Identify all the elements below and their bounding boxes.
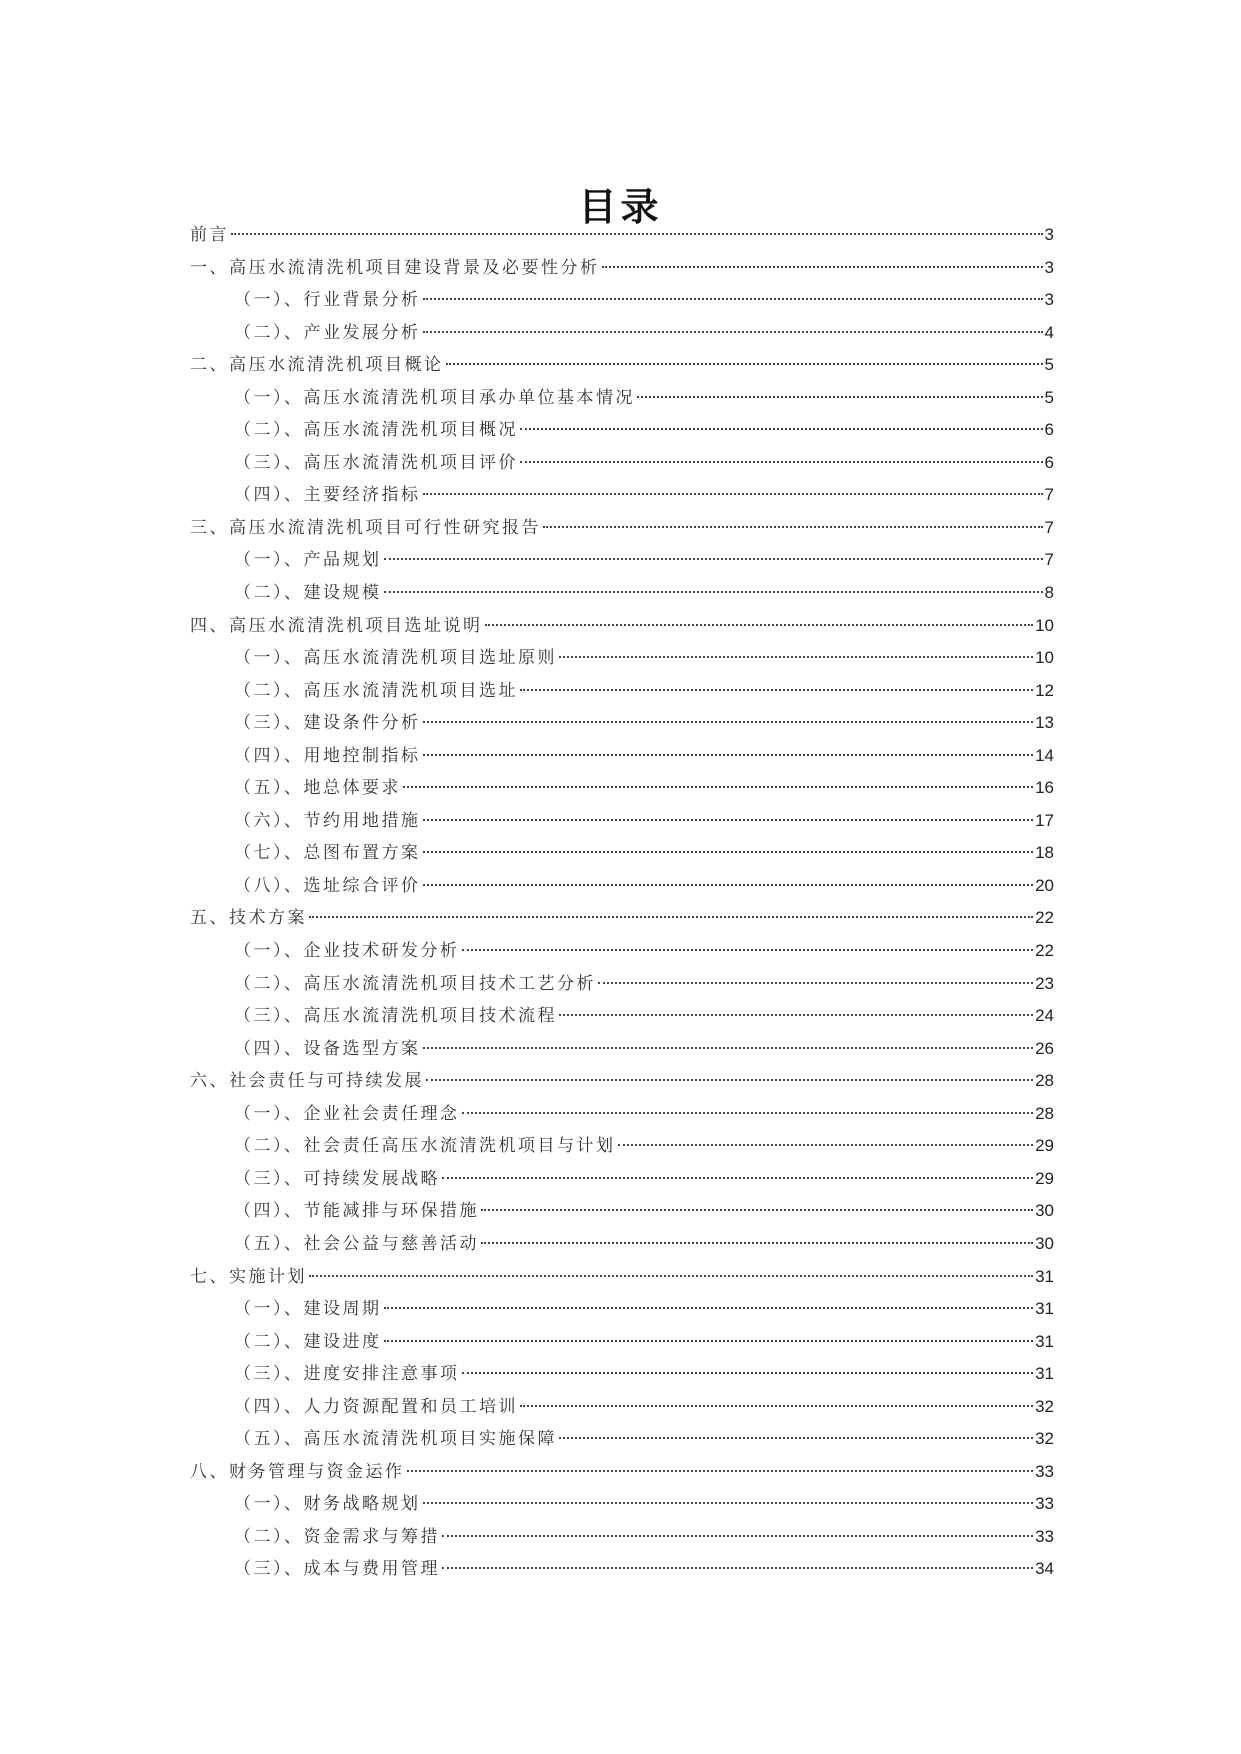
toc-section-entry[interactable] [190, 447, 1054, 480]
toc-dot-leader [309, 916, 1033, 918]
toc-page-number: 3 [1044, 257, 1054, 277]
toc-section-entry[interactable] [190, 1358, 1054, 1391]
toc-page-number: 31 [1035, 1266, 1054, 1286]
toc-chapter-entry[interactable] [190, 349, 1054, 382]
toc-entry-label: 二、高压水流清洗机项目概论 [190, 355, 444, 376]
toc-section-entry[interactable] [190, 1423, 1054, 1456]
toc-page-number: 33 [1035, 1494, 1054, 1514]
toc-entry-label: （二）、产业发展分析 [234, 322, 421, 343]
toc-dot-leader [442, 1177, 1033, 1179]
toc-dot-leader [423, 298, 1043, 300]
toc-entry-label: （一）、建设周期 [234, 1299, 382, 1320]
toc-entry-label: （一）、企业社会责任理念 [234, 1103, 460, 1124]
toc-dot-leader [423, 1502, 1034, 1504]
toc-chapter-entry[interactable] [190, 1456, 1054, 1489]
toc-page-number: 24 [1035, 1006, 1054, 1026]
toc-page-number: 31 [1035, 1364, 1054, 1384]
toc-dot-leader [602, 266, 1043, 268]
toc-section-entry[interactable] [190, 870, 1054, 903]
toc-dot-leader [618, 1144, 1034, 1146]
toc-section-entry[interactable] [190, 479, 1054, 512]
toc-entry-label: （一）、产品规划 [234, 550, 382, 571]
toc-section-entry[interactable] [190, 837, 1054, 870]
toc-dot-leader [407, 1470, 1034, 1472]
toc-page-number: 10 [1035, 615, 1054, 635]
toc-page-number: 14 [1035, 745, 1054, 765]
toc-dot-leader [462, 949, 1034, 951]
toc-section-entry[interactable] [190, 544, 1054, 577]
toc-dot-leader [485, 624, 1034, 626]
toc-entry-label: （三）、高压水流清洗机项目技术流程 [234, 1006, 557, 1027]
toc-section-entry[interactable] [190, 740, 1054, 773]
toc-dot-leader [384, 591, 1043, 593]
toc-section-entry[interactable] [190, 707, 1054, 740]
toc-section-entry[interactable] [190, 1163, 1054, 1196]
toc-dot-leader [442, 1567, 1033, 1569]
toc-page-number: 26 [1035, 1038, 1054, 1058]
toc-entry-label: （一）、高压水流清洗机项目选址原则 [234, 648, 557, 669]
toc-page-number: 5 [1044, 355, 1054, 375]
toc-dot-leader [520, 428, 1043, 430]
toc-page-number: 28 [1035, 1103, 1054, 1123]
toc-section-entry[interactable] [190, 284, 1054, 317]
toc-dot-leader [384, 558, 1043, 560]
toc-page-number: 32 [1035, 1429, 1054, 1449]
toc-page-number: 28 [1035, 1071, 1054, 1091]
toc-entry-label: （六）、节约用地措施 [234, 810, 421, 831]
toc-page-number: 30 [1035, 1201, 1054, 1221]
toc-entry-label: （五）、地总体要求 [234, 778, 401, 799]
toc-chapter-entry[interactable] [190, 252, 1054, 285]
toc-dot-leader [559, 1437, 1033, 1439]
toc-page-number: 29 [1035, 1168, 1054, 1188]
toc-page-number: 3 [1044, 290, 1054, 310]
toc-dot-leader [309, 1275, 1033, 1277]
toc-dot-leader [481, 1209, 1033, 1211]
toc-dot-leader [520, 689, 1033, 691]
toc-dot-leader [598, 982, 1033, 984]
toc-page-number: 5 [1044, 387, 1054, 407]
toc-entry-label: （五）、社会公益与慈善活动 [234, 1233, 479, 1254]
toc-entry-label: 七、实施计划 [190, 1266, 307, 1287]
toc-page-number: 6 [1044, 452, 1054, 472]
toc-section-entry[interactable] [190, 1130, 1054, 1163]
toc-entry-label: （二）、高压水流清洗机项目概况 [234, 420, 518, 441]
toc-dot-leader [231, 233, 1043, 235]
toc-entry-label: （一）、行业背景分析 [234, 290, 421, 311]
toc-entry-label: （二）、高压水流清洗机项目选址 [234, 680, 518, 701]
toc-section-entry[interactable] [190, 577, 1054, 610]
toc-chapter-entry[interactable] [190, 1065, 1054, 1098]
toc-section-entry[interactable] [190, 805, 1054, 838]
toc-section-entry[interactable] [190, 414, 1054, 447]
toc-entry-label: 前言 [190, 225, 229, 245]
toc-entry-label: （一）、企业技术研发分析 [234, 941, 460, 962]
toc-dot-leader [442, 1535, 1033, 1537]
toc-entry-label: （二）、建设进度 [234, 1331, 382, 1352]
toc-dot-leader [520, 461, 1043, 463]
toc-page-number: 29 [1035, 1136, 1054, 1156]
toc-page-number: 3 [1044, 225, 1054, 244]
toc-entry-label: （二）、建设规模 [234, 583, 382, 604]
toc-dot-leader [446, 363, 1043, 365]
toc-page-number: 13 [1035, 713, 1054, 733]
toc-entry-label: 六、社会责任与可持续发展 [190, 1071, 424, 1092]
toc-entry-label: （三）、可持续发展战略 [234, 1168, 440, 1189]
toc-page-number: 12 [1035, 680, 1054, 700]
toc-chapter-entry[interactable] [190, 219, 1054, 252]
toc-page-number: 20 [1035, 875, 1054, 895]
toc-chapter-entry[interactable] [190, 610, 1054, 643]
toc-dot-leader [423, 754, 1034, 756]
toc-dot-leader [462, 1112, 1034, 1114]
toc-dot-leader [423, 721, 1034, 723]
toc-entry-label: （三）、高压水流清洗机项目评价 [234, 452, 518, 473]
toc-dot-leader [462, 1372, 1034, 1374]
toc-entry-label: （三）、进度安排注意事项 [234, 1364, 460, 1385]
toc-dot-leader [559, 656, 1033, 658]
toc-chapter-entry[interactable] [190, 1261, 1054, 1294]
toc-entry-label: （四）、人力资源配置和员工培训 [234, 1396, 518, 1417]
toc-entry-label: （四）、用地控制指标 [234, 745, 421, 766]
toc-entry-label: 四、高压水流清洗机项目选址说明 [190, 615, 483, 636]
toc-section-entry[interactable] [190, 772, 1054, 805]
toc-page-number: 23 [1035, 973, 1054, 993]
toc-section-entry[interactable] [190, 317, 1054, 350]
toc-dot-leader [384, 1340, 1034, 1342]
toc-dot-leader [403, 786, 1033, 788]
toc-page-number: 8 [1044, 583, 1054, 603]
toc-entry-label: 一、高压水流清洗机项目建设背景及必要性分析 [190, 257, 600, 278]
toc-dot-leader [520, 1405, 1033, 1407]
toc-section-entry[interactable] [190, 1488, 1054, 1521]
toc-entry-label: （一）、高压水流清洗机项目承办单位基本情况 [234, 387, 635, 408]
toc-page-number: 30 [1035, 1233, 1054, 1253]
toc-entry-label: （一）、财务战略规划 [234, 1494, 421, 1515]
toc-section-entry[interactable] [190, 1326, 1054, 1359]
toc-page-number: 10 [1035, 648, 1054, 668]
toc-dot-leader [637, 396, 1043, 398]
toc-dot-leader [423, 331, 1043, 333]
toc-dot-leader [426, 1079, 1033, 1081]
toc-section-entry[interactable] [190, 675, 1054, 708]
toc-page-number: 4 [1044, 322, 1054, 342]
toc-section-entry[interactable] [190, 1228, 1054, 1261]
page-title: 目录 [578, 185, 663, 230]
toc-entry-label: （七）、总图布置方案 [234, 843, 421, 864]
toc-page-number: 16 [1035, 778, 1054, 798]
toc-dot-leader [481, 1242, 1033, 1244]
toc-page-number: 22 [1035, 941, 1054, 961]
toc-entry-label: （二）、资金需求与筹措 [234, 1526, 440, 1547]
toc-entry-label: （二）、社会责任高压水流清洗机项目与计划 [234, 1136, 616, 1157]
toc-entry-label: 八、财务管理与资金运作 [190, 1461, 405, 1482]
toc-entry-label: （二）、高压水流清洗机项目技术工艺分析 [234, 973, 596, 994]
toc-page-number: 17 [1035, 810, 1054, 830]
toc-section-entry[interactable] [190, 382, 1054, 415]
toc-dot-leader [423, 493, 1043, 495]
toc-page-number: 32 [1035, 1396, 1054, 1416]
toc-dot-leader [384, 1307, 1034, 1309]
toc-dot-leader [423, 1047, 1034, 1049]
toc-section-entry[interactable] [190, 1033, 1054, 1066]
toc-page-number: 22 [1035, 908, 1054, 928]
toc-entry-label: 三、高压水流清洗机项目可行性研究报告 [190, 517, 541, 538]
toc-dot-leader [543, 526, 1043, 528]
toc-section-entry[interactable] [190, 935, 1054, 968]
toc-dot-leader [423, 884, 1034, 886]
toc-page-number: 18 [1035, 843, 1054, 863]
toc-dot-leader [423, 819, 1034, 821]
toc-section-entry[interactable] [190, 642, 1054, 675]
toc-entry-label: （三）、成本与费用管理 [234, 1559, 440, 1580]
toc-section-entry[interactable] [190, 1553, 1054, 1586]
toc-section-entry[interactable] [190, 1000, 1054, 1033]
toc-section-entry[interactable] [190, 1195, 1054, 1228]
toc-page-number: 7 [1044, 517, 1054, 537]
toc-page-number: 33 [1035, 1461, 1054, 1481]
toc-entry-label: （八）、选址综合评价 [234, 875, 421, 896]
toc-page-number: 7 [1044, 550, 1054, 570]
toc-dot-leader [559, 1014, 1033, 1016]
toc-section-entry[interactable] [190, 1521, 1054, 1554]
toc-page-number: 7 [1044, 485, 1054, 505]
toc-page-number: 6 [1044, 420, 1054, 440]
toc-section-entry[interactable] [190, 968, 1054, 1001]
toc-section-entry[interactable] [190, 1391, 1054, 1424]
toc-entry-label: （三）、建设条件分析 [234, 713, 421, 734]
toc-section-entry[interactable] [190, 1293, 1054, 1326]
toc-entry-label: （四）、主要经济指标 [234, 485, 421, 506]
table-of-contents [190, 219, 1054, 1586]
toc-entry-label: （四）、节能减排与环保措施 [234, 1201, 479, 1222]
toc-page-number: 34 [1035, 1559, 1054, 1579]
toc-page-number: 31 [1035, 1331, 1054, 1351]
toc-entry-label: 五、技术方案 [190, 908, 307, 929]
toc-page-number: 31 [1035, 1299, 1054, 1319]
toc-section-entry[interactable] [190, 1098, 1054, 1131]
toc-dot-leader [423, 851, 1034, 853]
toc-page-number: 33 [1035, 1526, 1054, 1546]
toc-chapter-entry[interactable] [190, 902, 1054, 935]
toc-entry-label: （五）、高压水流清洗机项目实施保障 [234, 1429, 557, 1450]
toc-entry-label: （四）、设备选型方案 [234, 1038, 421, 1059]
toc-chapter-entry[interactable] [190, 512, 1054, 545]
